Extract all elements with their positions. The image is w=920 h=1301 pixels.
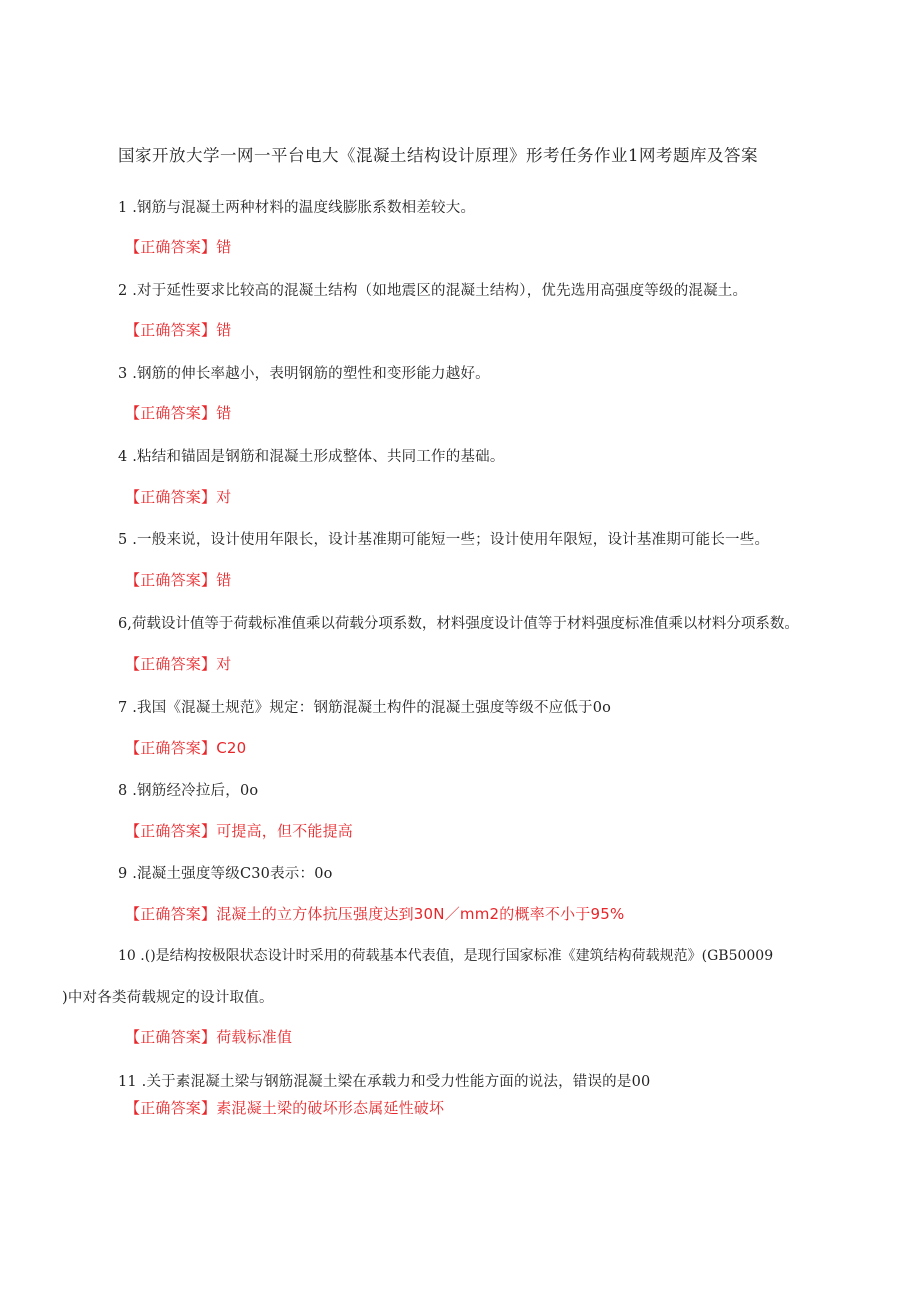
answer-text: 荷载标准值 [216, 1028, 293, 1046]
answer-2 [125, 319, 231, 340]
answer-5 [125, 569, 231, 590]
question-number: 2 [118, 283, 128, 299]
answer-text: 混凝土的立方体抗压强度达到30N／mm2的概率不小于95% [216, 905, 625, 923]
question-11 [118, 1070, 650, 1091]
answer-text: C20 [216, 739, 247, 757]
answer-prefix: 【正确答案】 [125, 739, 217, 757]
question-number: 7 [118, 700, 128, 716]
question-10-continued [62, 986, 274, 1007]
answer-prefix: 【正确答案】 [125, 238, 217, 256]
answer-text: 可提高，但不能提高 [216, 822, 354, 840]
answer-1 [125, 236, 231, 257]
question-number: 9 [118, 866, 128, 882]
question-number: 4 [118, 449, 128, 465]
answer-4 [125, 486, 231, 507]
question-text: .混凝土强度等级C30表示：0o [132, 866, 333, 882]
question-number: 8 [118, 783, 128, 799]
answer-text: 错 [216, 571, 232, 589]
question-text: .钢筋的伸长率越小，表明钢筋的塑性和变形能力越好。 [132, 366, 490, 382]
answer-prefix: 【正确答案】 [125, 488, 217, 506]
answer-prefix: 【正确答案】 [125, 321, 217, 339]
answer-text: 错 [216, 404, 232, 422]
answer-prefix: 【正确答案】 [125, 822, 217, 840]
question-4 [118, 445, 505, 466]
answer-6 [125, 653, 231, 674]
answer-text: 对 [216, 488, 232, 506]
question-number: 5 [118, 532, 128, 548]
question-number: 1 [118, 200, 128, 216]
answer-10 [125, 1026, 292, 1047]
question-number: 10 [118, 948, 136, 964]
question-3 [118, 362, 490, 383]
question-6 [118, 612, 799, 633]
question-text: .()是结构按极限状态设计时采用的荷载基本代表值，是现行国家标准《建筑结构荷载规范》(GB50009 [140, 948, 774, 964]
answer-prefix: 【正确答案】 [125, 571, 217, 589]
answer-prefix: 【正确答案】 [125, 655, 217, 673]
question-text: .钢筋经冷拉后，0o [132, 783, 259, 799]
answer-text: 错 [216, 321, 232, 339]
question-number: 3 [118, 366, 128, 382]
answer-8 [125, 820, 353, 841]
question-10 [118, 945, 773, 965]
answer-text: 素混凝土梁的破坏形态属延性破坏 [216, 1099, 445, 1117]
question-number: 6, [118, 616, 132, 632]
question-number: 11 [118, 1074, 137, 1090]
answer-text: 错 [216, 238, 232, 256]
question-2 [118, 279, 747, 300]
question-1 [118, 196, 475, 217]
question-text: .粘结和锚固是钢筋和混凝土形成整体、共同工作的基础。 [132, 449, 505, 465]
answer-prefix: 【正确答案】 [125, 404, 217, 422]
answer-3 [125, 402, 231, 423]
answer-prefix: 【正确答案】 [125, 1028, 217, 1046]
answer-11 [125, 1097, 444, 1118]
question-text: .钢筋与混凝土两种材料的温度线膨胀系数相差较大。 [132, 200, 476, 216]
answer-text: 对 [216, 655, 232, 673]
document-title: 国家开放大学一网一平台电大《混凝土结构设计原理》形考任务作业1网考题库及答案 [118, 146, 758, 165]
question-text: .我国《混凝土规范》规定：钢筋混凝土构件的混凝土强度等级不应低于0o [132, 700, 612, 716]
answer-prefix: 【正确答案】 [125, 1099, 217, 1117]
question-8 [118, 779, 258, 800]
answer-prefix: 【正确答案】 [125, 905, 217, 923]
question-text: .关于素混凝土梁与钢筋混凝土梁在承载力和受力性能方面的说法，错误的是00 [141, 1074, 651, 1090]
question-5 [118, 528, 769, 549]
question-7 [118, 696, 611, 717]
question-text: .一般来说，设计使用年限长，设计基准期可能短一些；设计使用年限短，设计基准期可能长一些。 [132, 532, 770, 548]
question-text: 荷载设计值等于荷载标准值乘以荷载分项系数，材料强度设计值等于材料强度标准值乘以材料分项系数。 [131, 616, 799, 632]
question-text: )中对各类荷载规定的设计取值。 [62, 990, 274, 1006]
answer-7 [125, 737, 246, 758]
answer-9 [125, 903, 624, 924]
question-text: .对于延性要求比较高的混凝土结构（如地震区的混凝土结构），优先选用高强度等级的混凝土。 [132, 283, 748, 299]
question-9 [118, 862, 333, 883]
